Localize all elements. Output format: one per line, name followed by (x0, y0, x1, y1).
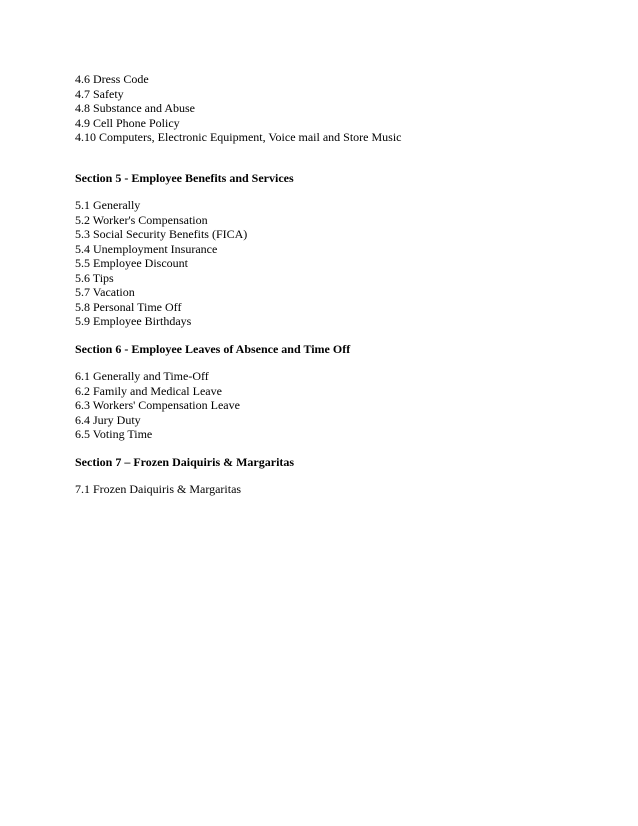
toc-item: 7.1 Frozen Daiquiris & Margaritas (75, 482, 242, 496)
spacer (75, 145, 595, 171)
section-7 (75, 455, 595, 497)
toc-item: 5.3 Social Security Benefits (FICA) (75, 227, 248, 241)
section-heading: Section 6 - Employee Leaves of Absence and Time Off (75, 341, 351, 356)
toc-item: 6.4 Jury Duty (75, 412, 141, 427)
spacer (75, 185, 595, 198)
toc-item: 4.10 Computers, Electronic Equipment, Voice mail and Store Music (75, 130, 402, 144)
toc-item: 5.6 Tips (75, 270, 114, 285)
section-heading: Section 5 - Employee Benefits and Services (75, 170, 294, 185)
toc-item: 6.1 Generally and Time-Off (75, 369, 209, 383)
toc-item: 4.8 Substance and Abuse (75, 101, 195, 115)
toc-item: 5.5 Employee Discount (75, 256, 188, 270)
toc-item: 5.7 Vacation (75, 285, 135, 299)
toc-item: 5.8 Personal Time Off (75, 299, 182, 314)
spacer (75, 469, 595, 482)
spacer (75, 442, 595, 455)
toc-item: 4.7 Safety (75, 86, 124, 101)
toc-item: 4.9 Cell Phone Policy (75, 115, 180, 130)
toc-item: 6.2 Family and Medical Leave (75, 383, 222, 398)
section-heading: Section 7 – Frozen Daiquiris & Margaritas (75, 454, 295, 469)
toc-item: 5.9 Employee Birthdays (75, 314, 192, 328)
section-4-continued-list (75, 72, 595, 145)
toc-item: 5.1 Generally (75, 198, 141, 212)
toc-item: 4.6 Dress Code (75, 72, 149, 86)
section-5 (75, 171, 595, 329)
section-6 (75, 342, 595, 442)
toc-item: 5.4 Unemployment Insurance (75, 241, 218, 256)
spacer (75, 356, 595, 369)
spacer (75, 329, 595, 342)
toc-item: 6.5 Voting Time (75, 427, 153, 441)
document-page (75, 72, 595, 497)
toc-item: 5.2 Worker's Compensation (75, 212, 208, 227)
toc-item: 6.3 Workers' Compensation Leave (75, 398, 240, 412)
